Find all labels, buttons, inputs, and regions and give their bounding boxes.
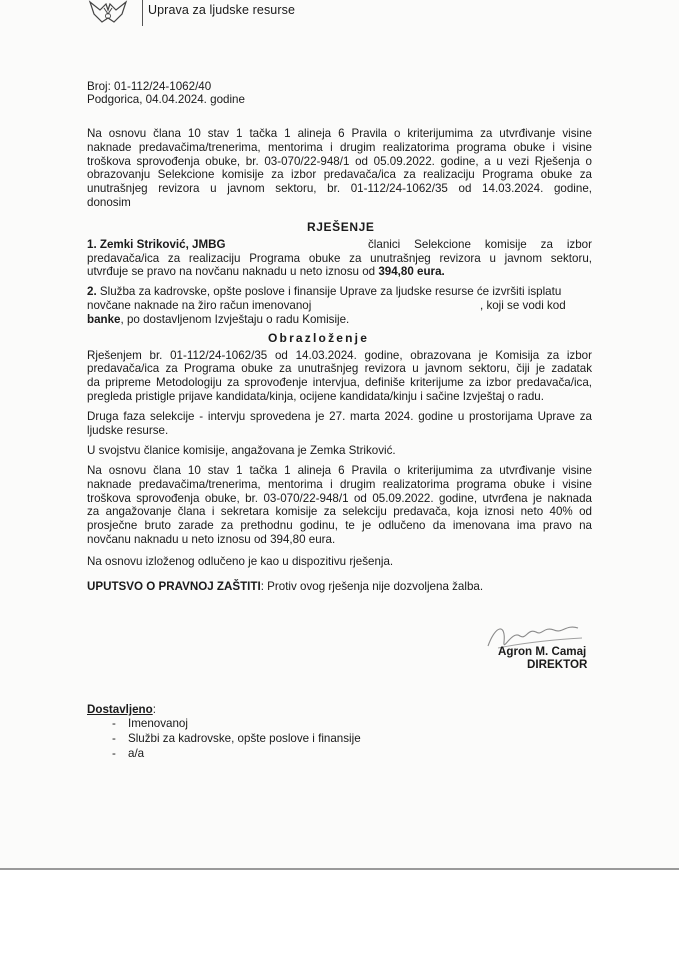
signatory-title: DIREKTOR [527, 658, 588, 671]
reasoning-line: pregleda pristigle prijave kandidata/kinja, ocijene kandidata/kinju i sačine Izvještaj o radu. [87, 390, 544, 403]
decision-item-2-line: novčane naknade na žiro račun imenovanoj [87, 299, 312, 312]
intro-line: donosim [87, 196, 131, 209]
bank-label: banke [87, 313, 121, 326]
decision-item-1-line: predavača/ica za realizaciju Programa obuke za unutrašnjeg revizora u javnom sektoru, [87, 252, 592, 265]
delivered-item [112, 747, 144, 761]
reasoning-line: za angažovanje člana i sekretara komisije za selekciju predavača, koja iznosi neto 40% od [87, 505, 592, 518]
reasoning-line: da pripreme Metodologiju za sprovođenje intervjua, definiše kriterijume za izbor predavača/ica, [87, 376, 592, 389]
intro-line: unutrašnjeg revizora u javnom sektoru, br. 01-112/24-1062/35 od 14.03.2024. godine, [87, 182, 592, 195]
decision-item-2-line [87, 285, 592, 299]
reasoning-line: prosječne bruto zarade za prethodnu godinu, te je odlučeno da imenovana ima pravo na [87, 519, 592, 532]
delivered-colon: : [152, 703, 156, 716]
intro-line: obrazovanju Selekcione komisije za izbor predavača/ica za realizaciju Programa obuke za [87, 168, 592, 181]
decision-title: RJEŠENJE [307, 220, 375, 234]
reasoning-line: predavača/ica za Programa obuke za unutrašnjeg revizora u javnom sektoru, čiji je zadatak [87, 362, 592, 375]
organization-name: Uprava za ljudske resurse [148, 3, 296, 17]
coat-of-arms-icon [86, 0, 130, 26]
legal-remedy [87, 580, 483, 594]
reasoning-line: naknade predavačima/trenerima, mentorima i drugim realizatorima programa obuke i visine [87, 478, 592, 491]
place-date: Podgorica, 04.04.2024. godine [87, 93, 245, 106]
delivered-item-text: Službi za kadrovske, opšte poslove i finansije [128, 732, 361, 745]
list-dash: - [112, 717, 116, 730]
decision-item-2-text: Služba za kadrovske, opšte poslove i finansije Uprave za ljudske resurse će izvršiti isplatu [96, 285, 562, 298]
list-dash: - [112, 732, 116, 745]
reasoning-line: troškova sprovođenja obuke, br. 03-070/22-948/1 od 05.09.2022. godine, utvrđena je naknada [87, 492, 592, 505]
reasoning-line: ljudske resurse. [87, 424, 169, 437]
decision-item-1-text: utvrđuje se pravo na novčanu naknadu u neto iznosu od [87, 265, 379, 278]
intro-line: troškova sprovođenja obuke, br. 03-070/22-948/1 od 05.09.2022. godine, a u vezi Rješenja o [87, 155, 592, 168]
reference-number: Broj: 01-112/24-1062/40 [87, 80, 212, 93]
delivered-item-text: a/a [128, 747, 145, 760]
header-divider [142, 0, 143, 26]
delivered-item [112, 732, 361, 746]
reasoning-title: Obrazloženje [268, 331, 370, 345]
reasoning-line: Druga faza selekcije - intervju sprovedena je 27. marta 2024. godine u prostorijama Uprave za [87, 410, 592, 423]
decision-item-2-number: 2. [87, 285, 97, 298]
decision-item-1-name: 1. Zemki Striković, JMBG [87, 238, 226, 251]
reasoning-line: novčanu naknadu u neto iznosu od 394,80 eura. [87, 533, 336, 546]
reasoning-line: Na osnovu člana 10 stav 1 tačka 1 alineja 6 Pravila o kriterijumima za utvrđivanje visine [87, 464, 592, 477]
decision-item-2-line [87, 313, 349, 327]
list-dash: - [112, 747, 116, 760]
decision-item-2-line: , koji se vodi kod [480, 299, 566, 312]
reasoning-line: U svojstvu članice komisije, angažovana je Zemka Striković. [87, 444, 396, 457]
delivered-label: Dostavljeno [87, 703, 153, 716]
decision-item-1-line: članici Selekcione komisije za izbor [368, 238, 592, 251]
decision-item-2-text: , po dostavljenom Izvještaju o radu Komisije. [120, 313, 350, 326]
intro-line: Na osnovu člana 10 stav 1 tačka 1 alineja 6 Pravila o kriterijumima za utvrđivanje visine [87, 127, 592, 140]
delivered-item [112, 717, 188, 731]
intro-line: naknade predavačima/trenerima, mentorima i drugim realizatorima programa obuke i visine [87, 141, 592, 154]
decision-amount: 394,80 eura. [378, 265, 445, 278]
reasoning-line: Na osnovu izloženog odlučeno je kao u dispozitivu rješenja. [87, 555, 394, 568]
reasoning-line: Rješenjem br. 01-112/24-1062/35 od 14.03.2024. godine, obrazovana je Komisija za izbor [87, 349, 592, 362]
delivered-heading [87, 703, 156, 717]
delivered-item-text: Imenovanoj [128, 717, 188, 730]
legal-remedy-text: : Protiv ovog rješenja nije dozvoljena žalba. [260, 580, 484, 593]
signatory-name: Agron M. Camaj [498, 645, 587, 658]
decision-item-1-line [87, 265, 445, 279]
legal-remedy-label: UPUTSVO O PRAVNOJ ZAŠTITI [87, 580, 261, 593]
